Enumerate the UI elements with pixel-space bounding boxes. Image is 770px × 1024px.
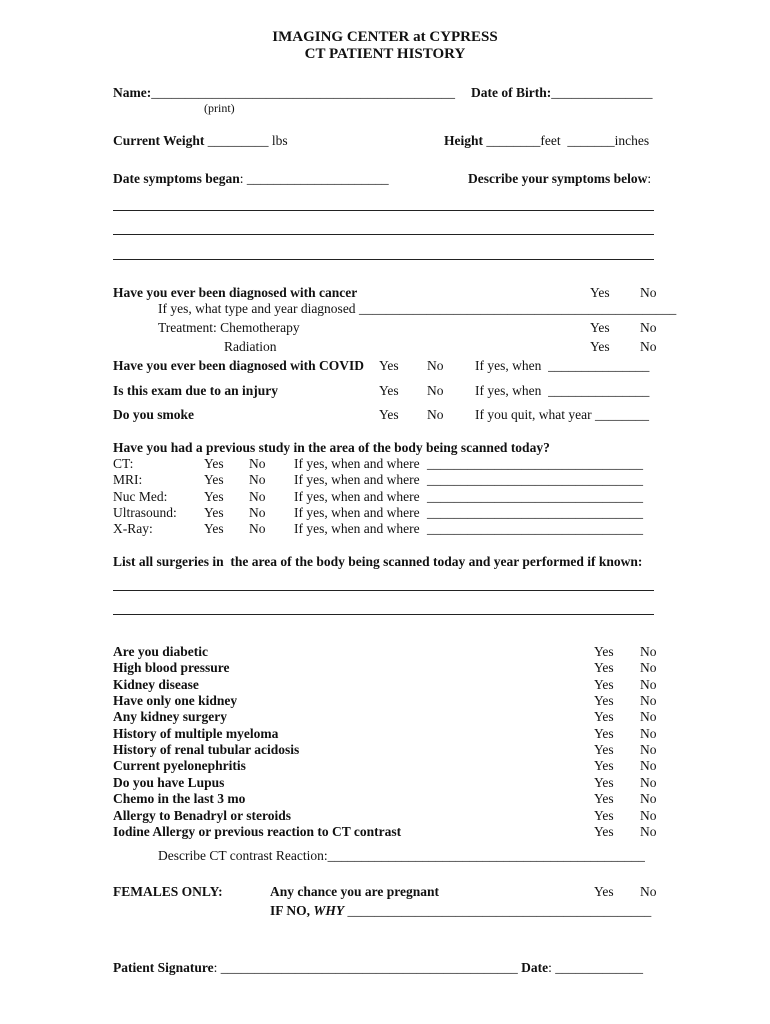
injury-when-field[interactable]: _______________ (548, 383, 650, 398)
condition-yes[interactable]: Yes (594, 823, 614, 839)
modality-when-where-field[interactable]: ________________________________ (427, 521, 643, 537)
name-row (113, 86, 455, 100)
injury-question: Is this exam due to an injury (113, 383, 279, 398)
cancer-yes[interactable]: Yes (590, 285, 610, 300)
print-hint: (print) (204, 101, 235, 115)
symptoms-began-row (113, 172, 389, 186)
height-inches-unit: inches (614, 133, 650, 148)
condition-yes[interactable]: Yes (594, 758, 614, 774)
condition-no[interactable]: No (640, 693, 657, 709)
surgeries-line-2[interactable] (113, 614, 654, 615)
condition-no[interactable]: No (640, 823, 657, 839)
condition-label: Any kidney surgery (113, 709, 228, 725)
contrast-reaction-field[interactable]: _______________________________________________ (327, 848, 645, 863)
symptoms-line-1[interactable] (113, 210, 654, 211)
condition-no[interactable]: No (640, 709, 657, 725)
modality-followup-label: If yes, when and where (294, 521, 420, 537)
pregnant-yes[interactable]: Yes (594, 884, 614, 899)
smoke-question: Do you smoke (113, 407, 195, 422)
name-field[interactable]: _____________________________________________ (151, 85, 455, 100)
chemo-yes[interactable]: Yes (590, 320, 610, 335)
condition-yes[interactable]: Yes (594, 709, 614, 725)
injury-yes[interactable]: Yes (379, 383, 399, 398)
modality-label: MRI: (113, 472, 143, 488)
condition-yes[interactable]: Yes (594, 791, 614, 807)
modality-no[interactable]: No (249, 456, 266, 471)
signature-label: Patient Signature (113, 960, 214, 975)
describe-symptoms-label: Describe your symptoms below (468, 171, 648, 186)
condition-no[interactable]: No (640, 758, 657, 774)
radiation-label: Radiation (224, 339, 277, 354)
modality-no[interactable]: No (249, 504, 266, 520)
modality-yes[interactable]: Yes (204, 504, 224, 520)
injury-followup (475, 384, 649, 398)
describe-symptoms-row (468, 172, 651, 186)
condition-yes[interactable]: Yes (594, 725, 614, 741)
date-label: Date (521, 960, 549, 975)
condition-label: Have only one kidney (113, 693, 238, 709)
pregnant-question: Any chance you are pregnant (270, 884, 440, 899)
condition-label: Chemo in the last 3 mo (113, 791, 246, 807)
condition-label: History of multiple myeloma (113, 725, 279, 741)
date-field[interactable]: _____________ (555, 960, 644, 975)
height-row (444, 134, 649, 148)
condition-yes[interactable]: Yes (594, 644, 614, 659)
quit-year-field[interactable]: ________ (594, 407, 649, 422)
chemo-no[interactable]: No (640, 320, 657, 335)
covid-yes[interactable]: Yes (379, 358, 399, 373)
name-label: Name: (113, 85, 152, 100)
condition-no[interactable]: No (640, 774, 657, 790)
cancer-question: Have you ever been diagnosed with cancer (113, 285, 358, 300)
signature-row (113, 961, 643, 975)
condition-yes[interactable]: Yes (594, 660, 614, 676)
modality-no[interactable]: No (249, 521, 266, 537)
modality-when-where-field[interactable]: ________________________________ (427, 456, 643, 471)
weight-unit: lbs (271, 133, 288, 148)
weight-row (113, 134, 288, 148)
smoke-no[interactable]: No (427, 407, 444, 422)
symptoms-line-2[interactable] (113, 234, 654, 235)
date-colon: : (548, 960, 552, 975)
smoke-yes[interactable]: Yes (379, 407, 399, 422)
condition-no[interactable]: No (640, 660, 657, 676)
females-only-label: FEMALES ONLY: (113, 884, 223, 899)
contrast-reaction-row (158, 849, 645, 863)
covid-followup-label: If yes, when (475, 358, 542, 373)
condition-label: Do you have Lupus (113, 774, 225, 790)
modality-yes[interactable]: Yes (204, 521, 224, 537)
condition-yes[interactable]: Yes (594, 774, 614, 790)
condition-label: Iodine Allergy or previous reaction to CT contrast (113, 823, 402, 839)
radiation-no[interactable]: No (640, 339, 657, 354)
why-label: WHY (313, 903, 345, 918)
condition-label: Kidney disease (113, 676, 199, 692)
symptoms-began-label: Date symptoms began (113, 171, 240, 186)
surgeries-line-1[interactable] (113, 590, 654, 591)
modality-no[interactable]: No (249, 488, 266, 504)
modality-followup-label: If yes, when and where (294, 504, 420, 520)
height-feet-unit: feet (540, 133, 561, 148)
covid-followup (475, 359, 649, 373)
condition-yes[interactable]: Yes (594, 693, 614, 709)
cancer-type-field[interactable]: _______________________________________________ (358, 301, 677, 316)
symptoms-line-3[interactable] (113, 259, 654, 260)
condition-yes[interactable]: Yes (594, 742, 614, 758)
why-row (270, 904, 651, 918)
modality-when-where-field[interactable]: ________________________________ (427, 504, 643, 520)
cancer-type-row (158, 302, 676, 316)
condition-no[interactable]: No (640, 644, 657, 659)
condition-no[interactable]: No (640, 791, 657, 807)
modality-followup-label: If yes, when and where (294, 456, 420, 471)
pregnant-no[interactable]: No (640, 884, 657, 899)
dob-field[interactable]: _______________ (551, 85, 653, 100)
modality-label: CT: (113, 456, 134, 471)
smoke-followup (475, 408, 649, 422)
smoke-followup-label: If you quit, what year (475, 407, 592, 422)
signature-field[interactable]: ____________________________________________ (220, 960, 518, 975)
modality-yes[interactable]: Yes (204, 488, 224, 504)
modality-when-where-field[interactable]: ________________________________ (427, 488, 643, 504)
symptoms-began-colon: : (239, 171, 244, 186)
covid-when-field[interactable]: _______________ (548, 358, 650, 373)
condition-label: Current pyelonephritis (113, 758, 246, 774)
surgeries-question: List all surgeries in the area of the body being scanned today and year performed if known: (113, 554, 643, 569)
height-inches-field[interactable]: _______ (567, 133, 615, 148)
condition-label: High blood pressure (113, 660, 230, 676)
covid-question: Have you ever been diagnosed with COVID (113, 358, 365, 373)
injury-followup-label: If yes, when (475, 383, 542, 398)
condition-no[interactable]: No (640, 725, 657, 741)
contrast-reaction-label: Describe CT contrast Reaction: (158, 848, 328, 863)
covid-no[interactable]: No (427, 358, 444, 373)
condition-label: Are you diabetic (113, 644, 208, 659)
modality-followup-label: If yes, when and where (294, 472, 420, 488)
signature-colon: : (213, 960, 218, 975)
condition-no[interactable]: No (640, 807, 657, 823)
injury-no[interactable]: No (427, 383, 444, 398)
height-label: Height (444, 133, 483, 148)
form-title: IMAGING CENTER at CYPRESS (272, 29, 498, 45)
modality-label: Ultrasound: (113, 504, 177, 520)
why-field[interactable]: _____________________________________________ (347, 903, 652, 918)
height-feet-field[interactable]: ________ (486, 133, 541, 148)
form-subtitle: CT PATIENT HISTORY (304, 46, 466, 62)
modality-label: X-Ray: (113, 521, 153, 537)
condition-yes[interactable]: Yes (594, 676, 614, 692)
chemotherapy-label: Treatment: Chemotherapy (158, 320, 300, 335)
modality-followup-label: If yes, when and where (294, 488, 420, 504)
weight-field[interactable]: _________ (207, 133, 269, 148)
condition-label: History of renal tubular acidosis (113, 742, 300, 758)
previous-study-question: Have you had a previous study in the area of the body being scanned today? (113, 440, 550, 455)
cancer-type-prompt: If yes, what type and year diagnosed (158, 301, 356, 316)
condition-label: Allergy to Benadryl or steroids (113, 807, 291, 823)
modality-yes[interactable]: Yes (204, 472, 224, 488)
condition-yes[interactable]: Yes (594, 807, 614, 823)
describe-symptoms-colon: : (647, 171, 652, 186)
condition-no[interactable]: No (640, 676, 657, 692)
radiation-yes[interactable]: Yes (590, 339, 610, 354)
modality-no[interactable]: No (249, 472, 266, 488)
modality-label: Nuc Med: (113, 488, 168, 504)
condition-no[interactable]: No (640, 742, 657, 758)
cancer-no[interactable]: No (640, 285, 657, 300)
weight-label: Current Weight (113, 133, 205, 148)
modality-yes[interactable]: Yes (204, 456, 224, 471)
dob-row (471, 86, 652, 100)
if-no-label: IF NO, (270, 903, 310, 918)
modality-when-where-field[interactable]: ________________________________ (427, 472, 643, 488)
dob-label: Date of Birth: (471, 85, 552, 100)
symptoms-began-field[interactable]: _____________________ (246, 171, 389, 186)
